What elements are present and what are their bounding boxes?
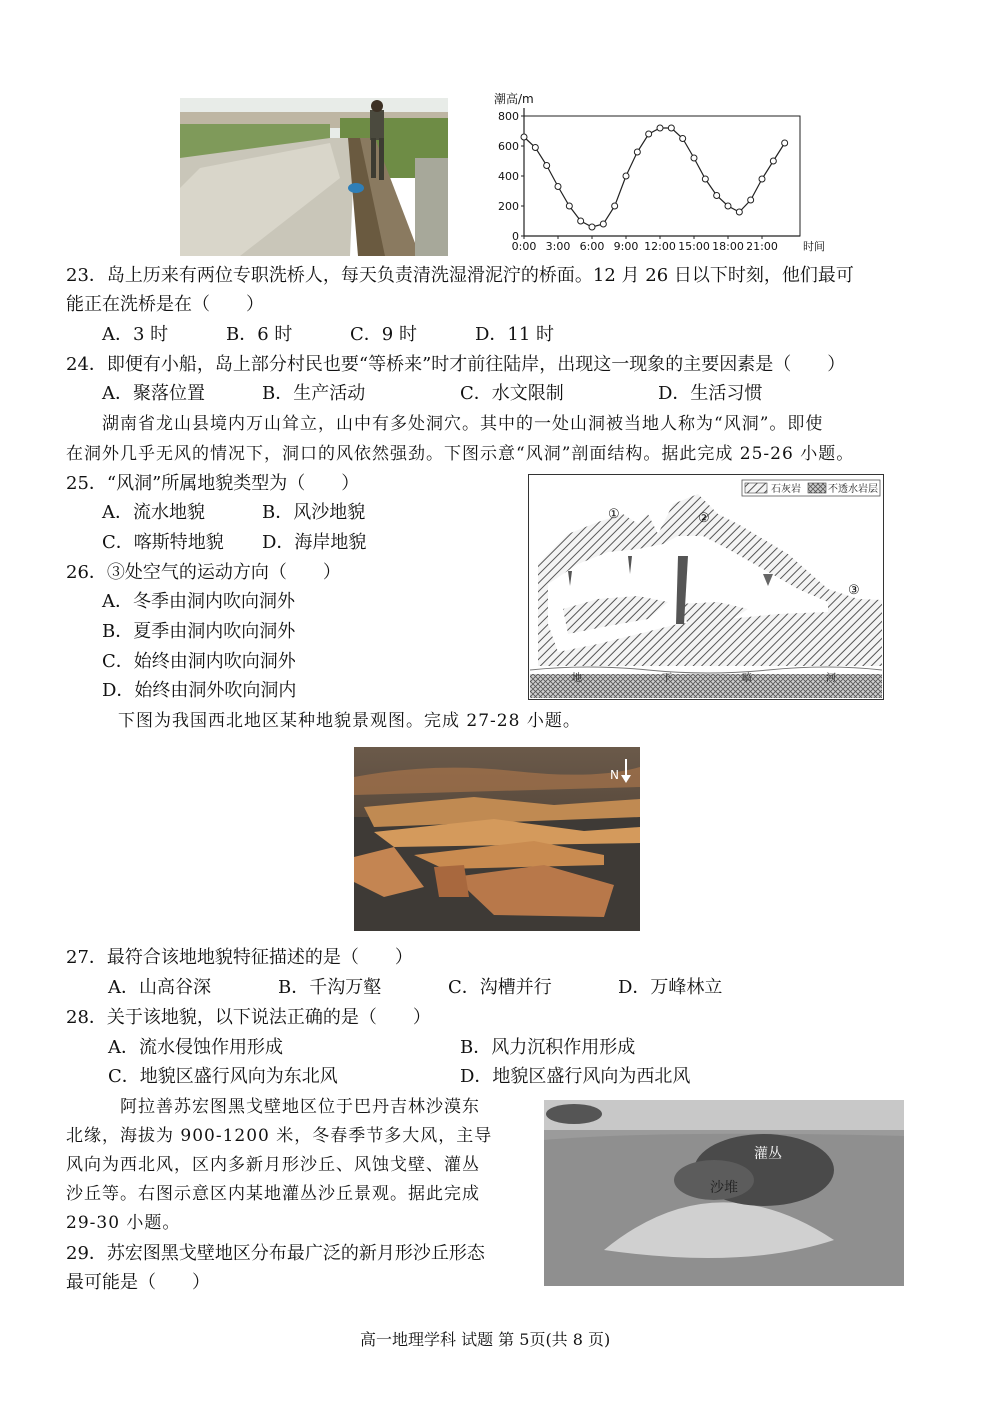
tide-chart-svg xyxy=(486,88,825,256)
q23-stem-line1: 23．岛上历来有两位专职洗桥人，每天负责清洗湿滑泥泞的桥面。12 月 26 日以下时刻，他们最可 xyxy=(66,265,854,286)
tide-point-1 xyxy=(532,145,538,151)
q27-option-d[interactable]: D．万峰林立 xyxy=(618,977,723,998)
intro-29-line2: 北缘，海拔为 900-1200 米，冬春季节多大风，主导 xyxy=(66,1126,493,1146)
river-char-2: 下 xyxy=(662,673,672,684)
y-tick-label-0: 0 xyxy=(512,230,519,243)
legend-limestone: 石灰岩 xyxy=(771,484,801,495)
q23-option-a[interactable]: A．3 时 xyxy=(102,324,169,345)
yardang-landform-photo xyxy=(354,747,640,931)
q23-stem-line2: 能正在洗桥是在（ ） xyxy=(66,294,264,315)
plot-frame xyxy=(524,116,800,236)
intro-25-line1: 湖南省龙山县境内万山耸立，山中有多处洞穴。其中的一处山洞被当地人称为“风洞”。即使 xyxy=(102,414,824,434)
river-char-1: 地 xyxy=(572,673,582,684)
q25-option-d[interactable]: D．海岸地貌 xyxy=(262,532,367,553)
y-tick-label-1: 200 xyxy=(498,200,519,213)
x-tick-label-2: 6:00 xyxy=(579,240,605,253)
q29-stem-line2: 最可能是（ ） xyxy=(66,1272,210,1293)
tide-point-12 xyxy=(657,125,663,131)
marker-1: ① xyxy=(608,507,620,522)
tide-point-11 xyxy=(646,131,652,137)
q25-option-c[interactable]: C．喀斯特地貌 xyxy=(102,532,224,553)
q23-option-b[interactable]: B．6 时 xyxy=(226,324,293,345)
tide-point-7 xyxy=(600,221,606,227)
intro-29-line1: 阿拉善苏宏图黑戈壁地区位于巴丹吉林沙漠东 xyxy=(120,1097,480,1117)
tide-point-10 xyxy=(634,149,640,155)
marker-2: ② xyxy=(698,511,710,526)
x-tick-label-7: 21:00 xyxy=(746,240,778,253)
q27-option-c[interactable]: C．沟槽并行 xyxy=(448,977,552,998)
q27-option-b[interactable]: B．千沟万壑 xyxy=(278,977,382,998)
x-tick-label-3: 9:00 xyxy=(613,240,639,253)
intro-25-line2: 在洞外几乎无风的情况下，洞口的风依然强劲。下图示意“风洞”剖面结构。据此完成 25-26 小题。 xyxy=(66,444,855,464)
tide-point-15 xyxy=(691,155,697,161)
intro-29-line3: 风向为西北风，区内多新月形沙丘、风蚀戈壁、灌丛 xyxy=(66,1155,480,1175)
intro-27: 下图为我国西北地区某种地貌景观图。完成 27-28 小题。 xyxy=(118,711,581,731)
q28-option-b[interactable]: B．风力沉积作用形成 xyxy=(460,1037,636,1058)
q27-stem: 27．最符合该地地貌特征描述的是（ ） xyxy=(66,947,413,968)
marker-3: ③ xyxy=(848,583,860,598)
x-tick-label-0: 0:00 xyxy=(511,240,537,253)
q27-option-a[interactable]: A．山高谷深 xyxy=(108,977,211,998)
page-footer: 高一地理学科 试题 第 5页(共 8 页) xyxy=(360,1330,611,1349)
x-tick-label-5: 15:00 xyxy=(678,240,710,253)
q26-option-d[interactable]: D．始终由洞外吹向洞内 xyxy=(102,680,297,701)
shrub-dune-photo xyxy=(544,1100,904,1286)
tide-point-2 xyxy=(544,163,550,169)
q24-option-c[interactable]: C．水文限制 xyxy=(460,383,564,404)
q28-option-d[interactable]: D．地貌区盛行风向为西北风 xyxy=(460,1066,691,1087)
y-axis-label: 潮高/m xyxy=(494,92,534,106)
tide-point-18 xyxy=(725,203,731,209)
q24-stem: 24．即便有小船，岛上部分村民也要“等桥来”时才前往陆岸，出现这一现象的主要因素是（ ） xyxy=(66,354,846,375)
shrub-label: 灌丛 xyxy=(754,1146,782,1162)
x-tick-label-6: 18:00 xyxy=(712,240,744,253)
q26-option-a[interactable]: A．冬季由洞内吹向洞外 xyxy=(102,591,295,612)
river-char-4: 河 xyxy=(826,673,836,684)
q24-option-a[interactable]: A．聚落位置 xyxy=(102,383,205,404)
q23-option-c[interactable]: C．9 时 xyxy=(350,324,417,345)
intro-29-line5: 29-30 小题。 xyxy=(66,1213,181,1233)
q25-option-b[interactable]: B．风沙地貌 xyxy=(262,502,366,523)
y-tick-label-4: 800 xyxy=(498,110,519,123)
x-tick-label-1: 3:00 xyxy=(545,240,571,253)
q28-stem: 28．关于该地貌，以下说法正确的是（ ） xyxy=(66,1007,431,1028)
tide-point-8 xyxy=(612,203,618,209)
tide-point-16 xyxy=(702,176,708,182)
tide-point-6 xyxy=(589,224,595,230)
tide-point-20 xyxy=(748,197,754,203)
q28-option-a[interactable]: A．流水侵蚀作用形成 xyxy=(108,1037,283,1058)
q26-option-c[interactable]: C．始终由洞内吹向洞外 xyxy=(102,651,296,672)
q23-option-d[interactable]: D．11 时 xyxy=(475,324,555,345)
legend-impermeable: 不透水岩层 xyxy=(828,484,878,495)
tide-point-14 xyxy=(680,136,686,142)
tide-point-21 xyxy=(759,176,765,182)
north-label: N xyxy=(610,768,619,782)
tide-point-23 xyxy=(782,140,788,146)
q28-option-c[interactable]: C．地貌区盛行风向为东北风 xyxy=(108,1066,338,1087)
tide-point-0 xyxy=(521,134,527,140)
q29-stem-line1: 29．苏宏图黑戈壁地区分布最广泛的新月形沙丘形态 xyxy=(66,1243,485,1264)
q24-option-d[interactable]: D．生活习惯 xyxy=(658,383,763,404)
tide-point-13 xyxy=(668,125,674,131)
q24-option-b[interactable]: B．生产活动 xyxy=(262,383,366,404)
q25-stem: 25．“风洞”所属地貌类型为（ ） xyxy=(66,473,360,494)
x-axis-label: 时间 xyxy=(803,240,825,253)
tide-point-4 xyxy=(566,203,572,209)
intro-29-line4: 沙丘等。右图示意区内某地灌丛沙丘景观。据此完成 xyxy=(66,1184,480,1204)
tide-chart xyxy=(486,88,825,256)
q26-option-b[interactable]: B．夏季由洞内吹向洞外 xyxy=(102,621,296,642)
y-tick-label-2: 400 xyxy=(498,170,519,183)
sand-pile-label: 沙堆 xyxy=(710,1180,738,1196)
bridge-washing-photo xyxy=(180,98,448,256)
wind-cave-diagram xyxy=(528,474,884,700)
river-char-3: 暗 xyxy=(742,673,752,684)
tide-line-series xyxy=(524,128,785,227)
tide-point-9 xyxy=(623,173,629,179)
x-tick-label-4: 12:00 xyxy=(644,240,676,253)
q26-stem: 26．③处空气的运动方向（ ） xyxy=(66,562,341,583)
q25-option-a[interactable]: A．流水地貌 xyxy=(102,502,205,523)
tide-point-19 xyxy=(736,209,742,215)
tide-point-22 xyxy=(770,158,776,164)
tide-point-17 xyxy=(714,193,720,199)
tide-point-5 xyxy=(578,218,584,224)
y-tick-label-3: 600 xyxy=(498,140,519,153)
tide-point-3 xyxy=(555,184,561,190)
